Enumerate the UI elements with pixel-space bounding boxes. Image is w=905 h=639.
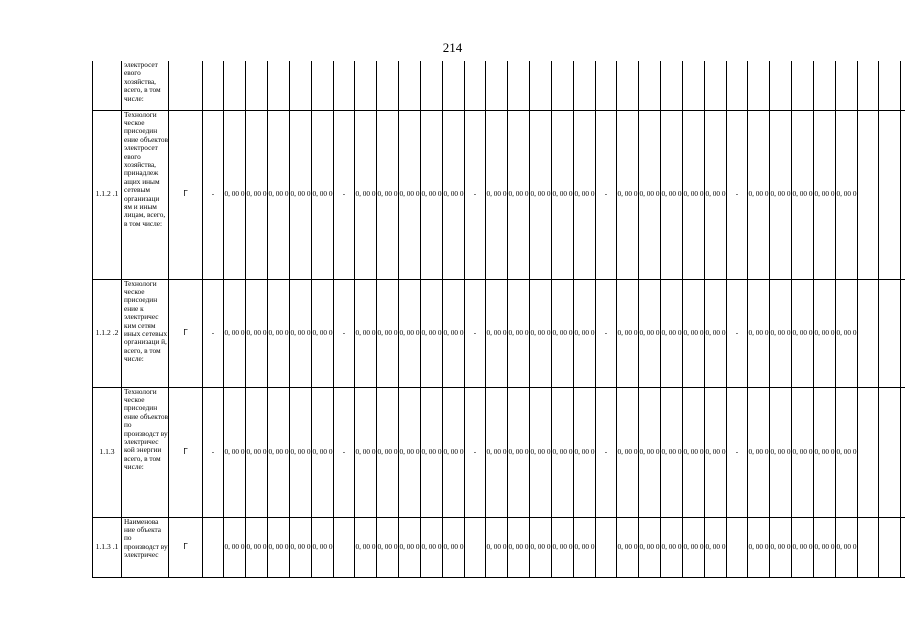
table-cell: 0, 00 0 bbox=[792, 517, 814, 577]
table-cell bbox=[901, 517, 905, 577]
table-cell bbox=[465, 61, 486, 110]
table-cell: 0, 00 0 bbox=[290, 279, 312, 387]
table-cell: 0, 00 0 bbox=[290, 110, 312, 279]
table-row bbox=[93, 517, 905, 577]
table-cell: 0, 00 0 bbox=[268, 110, 290, 279]
table-row bbox=[93, 110, 905, 279]
table-cell: 0, 00 0 bbox=[399, 110, 421, 279]
table-cell: 0, 00 0 bbox=[770, 387, 792, 517]
table-cell bbox=[486, 61, 508, 110]
row-name: электросет евого хозяйства, всего, в том числе: bbox=[122, 61, 169, 110]
table-cell: 0, 00 0 bbox=[552, 387, 574, 517]
table-cell: 0, 00 0 bbox=[508, 517, 530, 577]
table-cell: 0, 00 0 bbox=[639, 110, 661, 279]
table-cell: 0, 00 0 bbox=[290, 387, 312, 517]
table-cell: 0, 00 0 bbox=[836, 517, 858, 577]
table-cell bbox=[334, 61, 355, 110]
table-cell bbox=[268, 61, 290, 110]
table-cell bbox=[355, 61, 377, 110]
table-cell: 0, 00 0 bbox=[530, 279, 552, 387]
table-cell: 0, 00 0 bbox=[312, 279, 334, 387]
row-unit: Г bbox=[169, 110, 203, 279]
table-cell bbox=[727, 61, 748, 110]
table-cell: - bbox=[465, 110, 486, 279]
table-cell bbox=[901, 110, 905, 279]
table-cell: 0, 00 0 bbox=[770, 517, 792, 577]
table-cell: - bbox=[596, 110, 617, 279]
table-cell: 0, 00 0 bbox=[246, 279, 268, 387]
table-cell: 0, 00 0 bbox=[617, 279, 639, 387]
table-cell: - bbox=[334, 387, 355, 517]
table-cell: 0, 00 0 bbox=[246, 517, 268, 577]
table-cell: 0, 00 0 bbox=[748, 279, 770, 387]
table-cell bbox=[792, 61, 814, 110]
table-cell bbox=[879, 279, 901, 387]
table-cell: - bbox=[465, 279, 486, 387]
table-cell bbox=[727, 517, 748, 577]
table-cell: 0, 00 0 bbox=[224, 110, 246, 279]
table-cell: 0, 00 0 bbox=[486, 110, 508, 279]
table-cell: 0, 00 0 bbox=[486, 387, 508, 517]
table-cell: 0, 00 0 bbox=[421, 517, 443, 577]
table-cell: 0, 00 0 bbox=[574, 387, 596, 517]
table-cell bbox=[312, 61, 334, 110]
row-code: 1.1.2 .1 bbox=[93, 110, 122, 279]
table-cell bbox=[879, 61, 901, 110]
table-cell bbox=[552, 61, 574, 110]
table-cell: 0, 00 0 bbox=[552, 279, 574, 387]
table-cell: 0, 00 0 bbox=[836, 279, 858, 387]
table-cell: 0, 00 0 bbox=[770, 110, 792, 279]
table-cell bbox=[814, 61, 836, 110]
table-cell bbox=[596, 61, 617, 110]
table-cell: 0, 00 0 bbox=[792, 279, 814, 387]
table-cell bbox=[836, 61, 858, 110]
table-cell bbox=[661, 61, 683, 110]
table-cell: 0, 00 0 bbox=[224, 279, 246, 387]
table-cell: 0, 00 0 bbox=[421, 387, 443, 517]
table-cell: 0, 00 0 bbox=[661, 517, 683, 577]
table-cell bbox=[443, 61, 465, 110]
table-cell: 0, 00 0 bbox=[683, 110, 705, 279]
page-number: 214 bbox=[442, 40, 463, 55]
table-cell: 0, 00 0 bbox=[617, 387, 639, 517]
table-cell bbox=[574, 61, 596, 110]
table-cell: 0, 00 0 bbox=[399, 387, 421, 517]
table-cell: 0, 00 0 bbox=[814, 387, 836, 517]
row-name: Технологи ческое присоедин ение объектов по производст ву электричес кой энергии всего, в том числе: bbox=[122, 387, 169, 517]
table-cell bbox=[705, 61, 727, 110]
row-unit: Г bbox=[169, 279, 203, 387]
table-cell: 0, 00 0 bbox=[421, 279, 443, 387]
table-cell: - bbox=[465, 387, 486, 517]
table-cell: 0, 00 0 bbox=[574, 517, 596, 577]
table-cell: 0, 00 0 bbox=[836, 110, 858, 279]
table-cell: 0, 00 0 bbox=[224, 387, 246, 517]
row-name: Технологи ческое присоедин ение к электричес ким сетям иных сетевых организаци й, всего, в том числе: bbox=[122, 279, 169, 387]
table-cell: 0, 00 0 bbox=[355, 110, 377, 279]
table-cell: 0, 00 0 bbox=[224, 517, 246, 577]
table-cell: 0, 00 0 bbox=[705, 279, 727, 387]
table-cell: 0, 00 0 bbox=[530, 110, 552, 279]
table-cell: 0, 00 0 bbox=[508, 110, 530, 279]
table-cell: 0, 00 0 bbox=[377, 387, 399, 517]
table-cell bbox=[203, 61, 224, 110]
row-code: 1.1.3 .1 bbox=[93, 517, 122, 577]
table-cell: 0, 00 0 bbox=[377, 279, 399, 387]
table-cell: 0, 00 0 bbox=[377, 517, 399, 577]
table-cell: 0, 00 0 bbox=[399, 279, 421, 387]
table-cell bbox=[858, 110, 879, 279]
table-cell: 0, 00 0 bbox=[355, 387, 377, 517]
table-cell: 0, 00 0 bbox=[443, 279, 465, 387]
table-cell: 0, 00 0 bbox=[377, 110, 399, 279]
table-cell: 0, 00 0 bbox=[312, 110, 334, 279]
table-cell: 0, 00 0 bbox=[705, 387, 727, 517]
table-cell: 0, 00 0 bbox=[530, 517, 552, 577]
investment-program-table bbox=[92, 61, 905, 578]
table-cell: 0, 00 0 bbox=[508, 279, 530, 387]
row-name: Технологи ческое присоедин ение объектов электросет евого хозяйства, принадлеж ащих иным сетевым организаци ям и иным лицам, всего, в том числе: bbox=[122, 110, 169, 279]
table-cell: 0, 00 0 bbox=[661, 279, 683, 387]
table-cell bbox=[858, 387, 879, 517]
table-cell bbox=[465, 517, 486, 577]
table-cell: 0, 00 0 bbox=[421, 110, 443, 279]
table-cell: 0, 00 0 bbox=[268, 279, 290, 387]
table-cell: 0, 00 0 bbox=[312, 387, 334, 517]
table-cell: - bbox=[727, 110, 748, 279]
table-cell: 0, 00 0 bbox=[443, 517, 465, 577]
row-code bbox=[93, 61, 122, 110]
table-cell bbox=[858, 517, 879, 577]
table-cell bbox=[639, 61, 661, 110]
table-cell bbox=[334, 517, 355, 577]
table-cell: 0, 00 0 bbox=[355, 517, 377, 577]
table-cell: - bbox=[596, 387, 617, 517]
table-cell: 0, 00 0 bbox=[508, 387, 530, 517]
table-cell bbox=[858, 61, 879, 110]
table-cell bbox=[683, 61, 705, 110]
table-cell: 0, 00 0 bbox=[639, 517, 661, 577]
table-cell: 0, 00 0 bbox=[814, 517, 836, 577]
table-cell bbox=[879, 110, 901, 279]
table-cell: 0, 00 0 bbox=[639, 387, 661, 517]
table-cell: 0, 00 0 bbox=[770, 279, 792, 387]
table-cell: 0, 00 0 bbox=[792, 387, 814, 517]
table-cell bbox=[421, 61, 443, 110]
table-cell: 0, 00 0 bbox=[639, 279, 661, 387]
table-cell bbox=[901, 387, 905, 517]
table-cell: 0, 00 0 bbox=[748, 110, 770, 279]
table-cell: - bbox=[596, 279, 617, 387]
table-cell bbox=[508, 61, 530, 110]
table-cell: 0, 00 0 bbox=[246, 110, 268, 279]
table-cell: 0, 00 0 bbox=[552, 517, 574, 577]
table-row bbox=[93, 61, 905, 110]
table-cell: 0, 00 0 bbox=[290, 517, 312, 577]
table-cell: 0, 00 0 bbox=[268, 387, 290, 517]
table-cell: 0, 00 0 bbox=[486, 279, 508, 387]
table-cell: 0, 00 0 bbox=[705, 517, 727, 577]
table-cell: 0, 00 0 bbox=[748, 517, 770, 577]
table-cell bbox=[290, 61, 312, 110]
table-cell: 0, 00 0 bbox=[552, 110, 574, 279]
table-cell: 0, 00 0 bbox=[530, 387, 552, 517]
table-cell: - bbox=[334, 279, 355, 387]
table-cell: 0, 00 0 bbox=[814, 110, 836, 279]
row-code: 1.1.3 bbox=[93, 387, 122, 517]
table-cell: 0, 00 0 bbox=[617, 517, 639, 577]
table-cell: - bbox=[727, 387, 748, 517]
table-cell: 0, 00 0 bbox=[574, 279, 596, 387]
table-cell: - bbox=[334, 110, 355, 279]
table-cell bbox=[879, 387, 901, 517]
row-unit: Г bbox=[169, 387, 203, 517]
table-cell: - bbox=[203, 110, 224, 279]
table-cell: 0, 00 0 bbox=[814, 279, 836, 387]
table-cell: 0, 00 0 bbox=[748, 387, 770, 517]
row-unit bbox=[169, 61, 203, 110]
table-row bbox=[93, 279, 905, 387]
table-cell: 0, 00 0 bbox=[486, 517, 508, 577]
table-cell bbox=[901, 279, 905, 387]
table-cell: 0, 00 0 bbox=[268, 517, 290, 577]
table-cell bbox=[770, 61, 792, 110]
table-cell: 0, 00 0 bbox=[443, 110, 465, 279]
table-cell: 0, 00 0 bbox=[661, 387, 683, 517]
table-cell: 0, 00 0 bbox=[792, 110, 814, 279]
table-cell: 0, 00 0 bbox=[246, 387, 268, 517]
table-cell bbox=[748, 61, 770, 110]
table-cell: - bbox=[203, 387, 224, 517]
table-cell: 0, 00 0 bbox=[617, 110, 639, 279]
table-cell bbox=[246, 61, 268, 110]
row-unit: Г bbox=[169, 517, 203, 577]
table-cell: 0, 00 0 bbox=[399, 517, 421, 577]
table-cell bbox=[858, 279, 879, 387]
table-cell: 0, 00 0 bbox=[705, 110, 727, 279]
table-cell: - bbox=[727, 279, 748, 387]
table-cell: - bbox=[203, 279, 224, 387]
table-cell: 0, 00 0 bbox=[443, 387, 465, 517]
table-cell: 0, 00 0 bbox=[836, 387, 858, 517]
table-cell: 0, 00 0 bbox=[355, 279, 377, 387]
table-cell: 0, 00 0 bbox=[683, 517, 705, 577]
table-cell bbox=[203, 517, 224, 577]
table-row bbox=[93, 387, 905, 517]
table-cell bbox=[377, 61, 399, 110]
table-cell bbox=[879, 517, 901, 577]
table-cell: 0, 00 0 bbox=[683, 279, 705, 387]
table-cell bbox=[224, 61, 246, 110]
table-cell bbox=[530, 61, 552, 110]
table-cell: 0, 00 0 bbox=[661, 110, 683, 279]
table-cell bbox=[617, 61, 639, 110]
row-name: Наименова ние объекта по производст ву электричес bbox=[122, 517, 169, 577]
row-code: 1.1.2 .2 bbox=[93, 279, 122, 387]
table-cell: 0, 00 0 bbox=[312, 517, 334, 577]
table-cell: 0, 00 0 bbox=[683, 387, 705, 517]
table-cell: 0, 00 0 bbox=[574, 110, 596, 279]
table-cell bbox=[901, 61, 905, 110]
table-cell bbox=[596, 517, 617, 577]
table-cell bbox=[399, 61, 421, 110]
